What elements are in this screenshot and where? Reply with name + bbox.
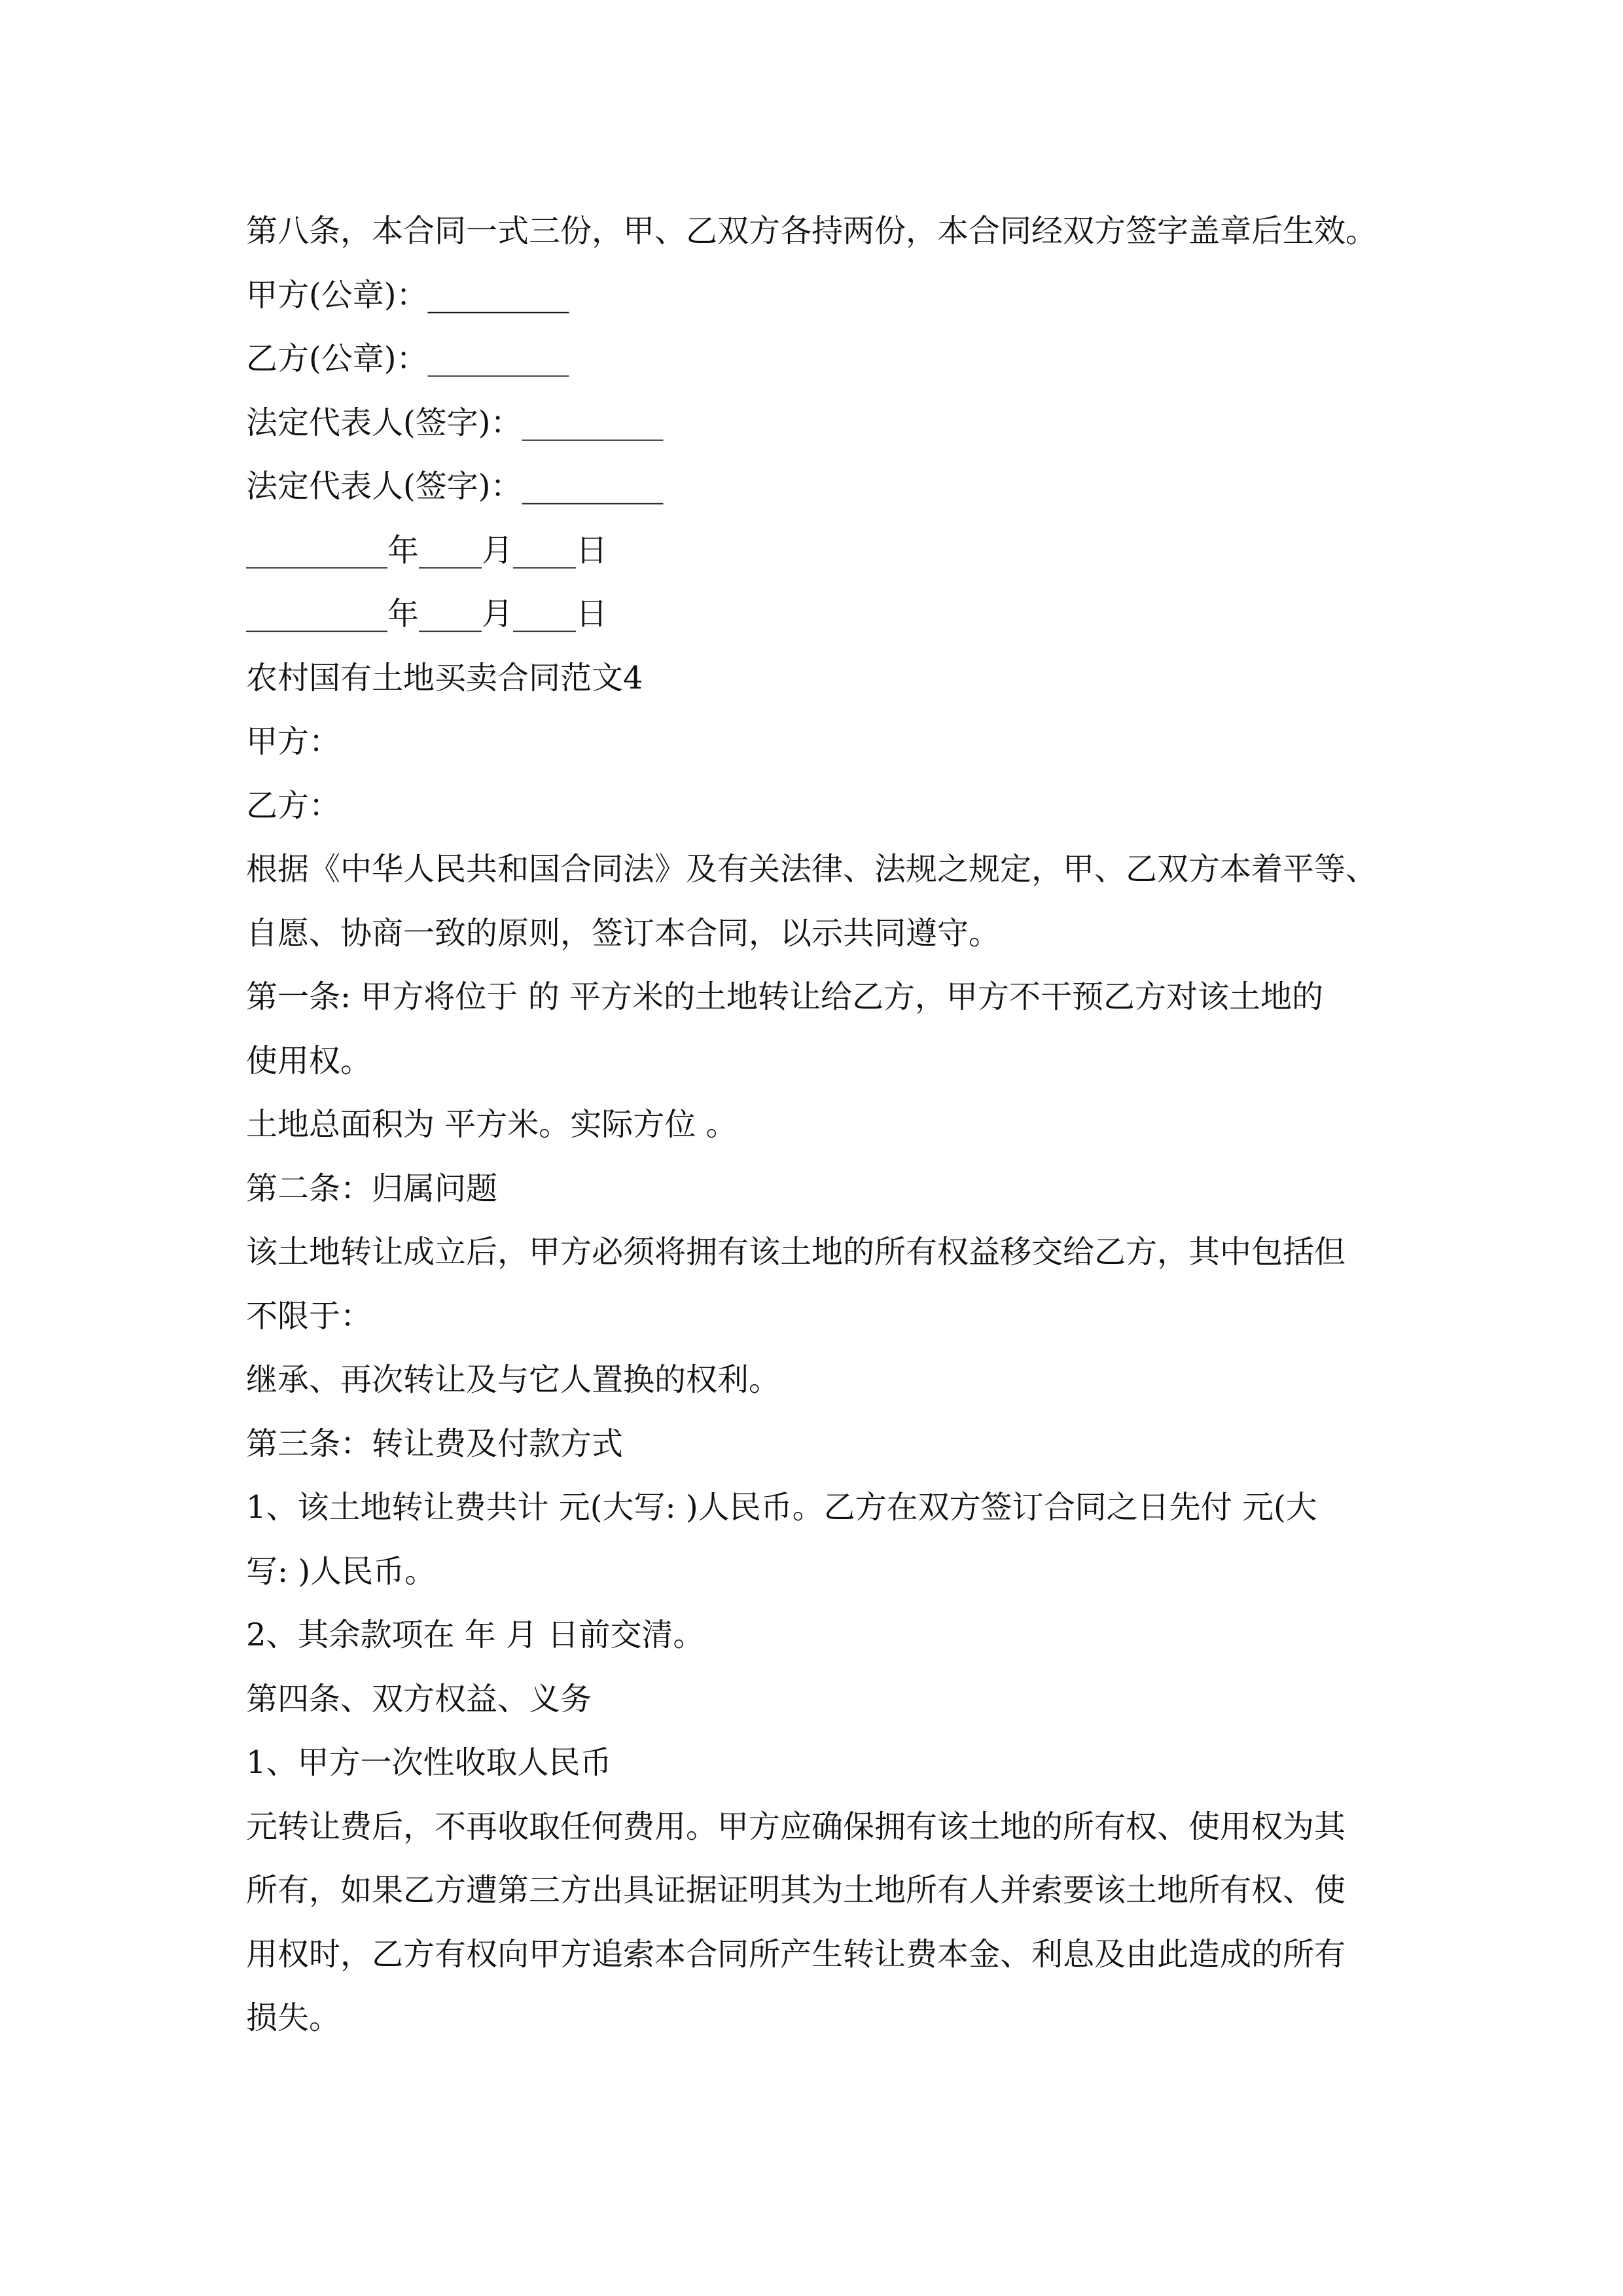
clause-4-para-line-4: 损失。 [246,2000,341,2036]
preamble-line-1: 根据《中华人民共和国合同法》及有关法律、法规之规定，甲、乙双方本着平等、 [246,851,1378,888]
clause-1-line-2: 使用权。 [246,1042,372,1079]
section-title: 农村国有土地买卖合同范文4 [246,659,643,696]
legal-rep-b-signature-line: 法定代表人(签字)：_________ [246,468,664,505]
clause-2-line-3: 继承、再次转让及与它人置换的权利。 [246,1361,781,1398]
clause-3-item-1-line-2: 写: )人民币。 [246,1552,437,1590]
party-a-label: 甲方： [246,723,341,760]
clause-2-line-2: 不限于： [246,1297,372,1335]
clause-2-heading: 第二条：归属问题 [246,1170,498,1207]
legal-rep-a-signature-line: 法定代表人(签字)：_________ [246,404,664,441]
clause-4-heading: 第四条、双方权益、义务 [246,1680,592,1717]
date-line-a: _________年____月____日 [246,531,608,569]
party-a-seal-line: 甲方(公章)：_________ [246,276,569,314]
party-b-label: 乙方： [246,787,341,824]
clause-3-item-1-line-1: 1、该土地转让费共计 元(大写: )人民币。乙方在双方签订合同之日先付 元(大 [246,1489,1317,1526]
date-line-b: _________年____月____日 [246,596,608,632]
clause-8-text: 第八条，本合同一式三份，甲、乙双方各持两份，本合同经双方签字盖章后生效。 [246,213,1378,249]
clause-3-heading: 第三条：转让费及付款方式 [246,1425,624,1462]
clause-3-item-2: 2、其余款项在 年 月 日前交清。 [246,1617,705,1653]
party-b-seal-line: 乙方(公章)：_________ [246,340,569,377]
document-body [246,200,1385,2051]
clause-2-line-1: 该土地转让成立后，甲方必须将拥有该土地的所有权益移交给乙方，其中包括但 [246,1234,1346,1270]
land-area-line: 土地总面积为 平方米。实际方位 。 [246,1106,738,1143]
clause-1-line-1: 第一条: 甲方将位于 的 平方米的土地转让给乙方，甲方不干预乙方对该土地的 [246,978,1323,1015]
preamble-line-2: 自愿、协商一致的原则，签订本合同，以示共同遵守。 [246,914,1001,952]
clause-4-para-line-3: 用权时，乙方有权向甲方追索本合同所产生转让费本金、利息及由此造成的所有 [246,1935,1346,1973]
clause-4-para-line-1: 元转让费后，不再收取任何费用。甲方应确保拥有该土地的所有权、使用权为其 [246,1808,1346,1845]
clause-4-item-1: 1、甲方一次性收取人民币 [246,1744,612,1781]
clause-4-para-line-2: 所有，如果乙方遭第三方出具证据证明其为土地所有人并索要该土地所有权、使 [246,1872,1346,1909]
